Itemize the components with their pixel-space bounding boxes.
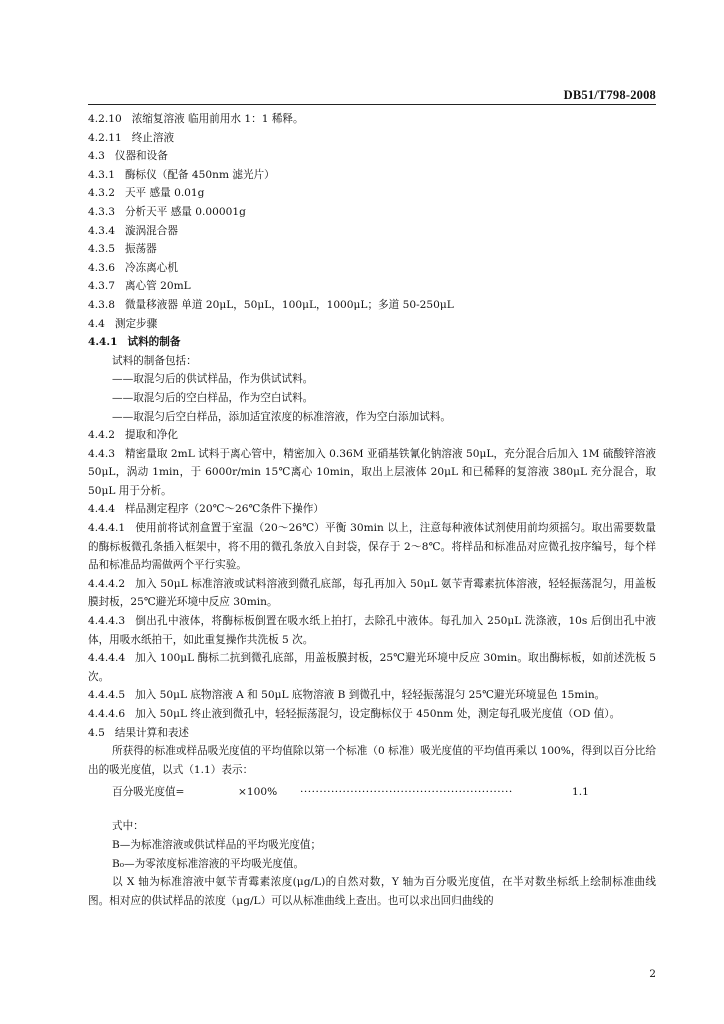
spacer: [88, 803, 656, 817]
clause-number: 4.3.1: [88, 168, 115, 181]
clause-line: [88, 277, 656, 296]
page-number: 2: [649, 968, 656, 980]
final-text: 以 X 轴为标准溶液中氨苄青霉素浓度(μg/L)的自然对数，Y 轴为百分吸光度值，在半对数坐标纸上绘制标准曲线图。相对应的供试样品的浓度（μg/L）可以从标准曲线上查出。也可以求出回归曲线的: [88, 876, 656, 907]
clause-text: 样品测定程序（20℃～26℃条件下操作）: [124, 503, 324, 516]
clause-text: 天平 感量 0.01g: [124, 187, 205, 200]
clause-number: 4.4.4.4: [88, 652, 126, 665]
clause-number: 4.4.4: [88, 503, 115, 516]
clause-number: 4.3.2: [88, 187, 115, 200]
clause-paragraph: [88, 649, 656, 686]
clause-number: 4.3: [88, 150, 105, 163]
clause-paragraph: [88, 575, 656, 612]
formula-label: 百分吸光度值=: [112, 786, 185, 799]
list-item-text: ——取混匀后的空白样品，作为空白试料。: [112, 391, 314, 404]
clause-number: 4.3.6: [88, 261, 115, 274]
formula-number: 1.1: [572, 786, 589, 799]
clause-line: [88, 166, 656, 185]
list-item: [88, 389, 656, 408]
clause-text: 加入 50μL 终止液到微孔中，轻轻振荡混匀，设定酶标仪于 450nm 处，测定每孔吸光度值（OD 值）。: [135, 708, 621, 720]
clause-number: 4.4.2: [88, 429, 115, 442]
list-item-text: ——取混匀后的供试样品，作为供试试料。: [112, 373, 314, 386]
clause-number: 4.3.3: [88, 205, 115, 218]
document-body: [88, 110, 656, 910]
clause-line: [88, 184, 656, 203]
clause-line: [88, 333, 656, 352]
clause-number: 4.2.11: [88, 131, 122, 144]
clause-paragraph: [88, 519, 656, 575]
clause-text: 试料的制备: [127, 336, 181, 349]
section-heading: [88, 315, 656, 334]
clause-text: 精密量取 2mL 试料于离心管中，精密加入 0.36M 亚硝基铁氰化钠溶液 50μL，充分混合后加入 1M 硫酸锌溶液 50μL，涡动 1min，于 6000r/min 15℃离心 10min，取出上层液体 20μL 和已稀释的复溶液 380μL 充分混合，取 50μL 用于分析。: [88, 447, 656, 497]
clause-number: 4.3.5: [88, 243, 115, 256]
clause-number: 4.4.4.2: [88, 577, 126, 590]
clause-text: 使用前将试剂盒置于室温（20～26℃）平衡 30min 以上，注意每种液体试剂使用前均须摇匀。取出需要数量的酶标板微孔条插入框架中，将不用的微孔条放入自封袋，保存于 2～8℃。将样品和标准品对应微孔按序编号，每个样品和标准品均需做两个平行实验。: [88, 522, 656, 572]
clause-number: 4.4: [88, 317, 105, 330]
clause-number: 4.4.4.6: [88, 708, 126, 720]
list-item: [88, 408, 656, 427]
clause-text: 微量移液器 单道 20μL，50μL，100μL，1000μL；多道 50-250μL: [124, 298, 454, 311]
result-paragraph: [88, 742, 656, 779]
clause-line: [88, 110, 656, 129]
definition-b0: [88, 855, 656, 874]
clause-text: 终止溶液: [131, 131, 175, 144]
formula: [88, 781, 656, 803]
clause-number: 4.4.3: [88, 447, 115, 460]
clause-number: 4.4.1: [88, 336, 118, 349]
where-title: [88, 817, 656, 836]
clause-text: 离心管 20mL: [124, 280, 191, 293]
clause-paragraph: [88, 612, 656, 649]
clause-text: 分析天平 感量 0.00001g: [124, 205, 246, 218]
clause-text: 漩涡混合器: [124, 224, 178, 237]
clause-text: 提取和净化: [124, 429, 178, 442]
clause-number: 4.3.4: [88, 224, 115, 237]
clause-number: 4.4.4.3: [88, 615, 126, 628]
clause-paragraph: [88, 500, 656, 519]
body-line: [88, 352, 656, 371]
clause-number: 4.4.4.5: [88, 689, 126, 702]
definition-text: B₀—为零浓度标准溶液的平均吸光度值。: [112, 857, 305, 870]
clause-line: [88, 240, 656, 259]
clause-text: 冷冻离心机: [124, 261, 178, 274]
document-code: DB51/T798-2008: [563, 88, 656, 102]
where-title-text: 式中：: [112, 820, 144, 833]
clause-line: [88, 203, 656, 222]
clause-number: 4.2.10: [88, 113, 122, 125]
clause-text: 倒出孔中液体，将酶标板倒置在吸水纸上拍打，去除孔中液体。每孔加入 250μL 洗涤液，10s 后倒出孔中液体，用吸水纸拍干，如此重复操作共洗板 5 次。: [88, 615, 656, 646]
clause-text: 测定步骤: [114, 317, 158, 330]
clause-line: [88, 129, 656, 148]
clause-line: [88, 296, 656, 315]
clause-text: 酶标仪（配备 450nm 滤光片）: [124, 168, 275, 181]
result-text: 所获得的标准或样品吸光度值的平均值除以第一个标准（0 标准）吸光度值的平均值再乘以 100%，得到以百分比给出的吸光度值，以式（1.1）表示：: [88, 745, 656, 776]
clause-line: [88, 222, 656, 241]
clause-text: 加入 50μL 底物溶液 A 和 50μL 底物溶液 B 到微孔中，轻轻振荡混匀 25℃避光环境显色 15min。: [135, 689, 606, 702]
clause-number: 4.3.8: [88, 298, 115, 311]
list-item: [88, 370, 656, 389]
list-item-text: ——取混匀后空白样品，添加适宜浓度的标准溶液，作为空白添加试料。: [112, 410, 451, 423]
definition-text: B—为标准溶液或供试样品的平均吸光度值；: [112, 838, 322, 851]
final-paragraph: [88, 873, 656, 910]
clause-paragraph: [88, 686, 656, 705]
section-heading: [88, 724, 656, 743]
header-rule: [88, 104, 656, 105]
formula-multiplier: ×100%: [238, 786, 278, 799]
clause-line: [88, 426, 656, 445]
clause-line: [88, 259, 656, 278]
clause-text: 浓缩复溶液 临用前用水 1：1 稀释。: [131, 113, 304, 125]
definition-b: [88, 836, 656, 855]
clause-paragraph: [88, 705, 656, 724]
formula-leader-dots: ·······················································: [300, 786, 513, 799]
clause-text: 加入 50μL 标准溶液或试料溶液到微孔底部，每孔再加入 50μL 氨苄青霉素抗体溶液，轻轻振荡混匀，用盖板膜封板，25℃避光环境中反应 30min。: [88, 577, 656, 609]
clause-number: 4.3.7: [88, 280, 115, 293]
body-text: 试料的制备包括：: [112, 354, 197, 367]
clause-text: 结果计算和表述: [114, 726, 190, 739]
clause-text: 振荡器: [124, 243, 157, 256]
clause-paragraph: [88, 445, 656, 501]
section-heading: [88, 147, 656, 166]
clause-number: 4.5: [88, 726, 105, 739]
clause-text: 仪器和设备: [114, 150, 168, 163]
clause-number: 4.4.4.1: [88, 522, 126, 535]
clause-text: 加入 100μL 酶标二抗到微孔底部，用盖板膜封板，25℃避光环境中反应 30min。取出酶标板，如前述洗板 5 次。: [88, 652, 656, 683]
